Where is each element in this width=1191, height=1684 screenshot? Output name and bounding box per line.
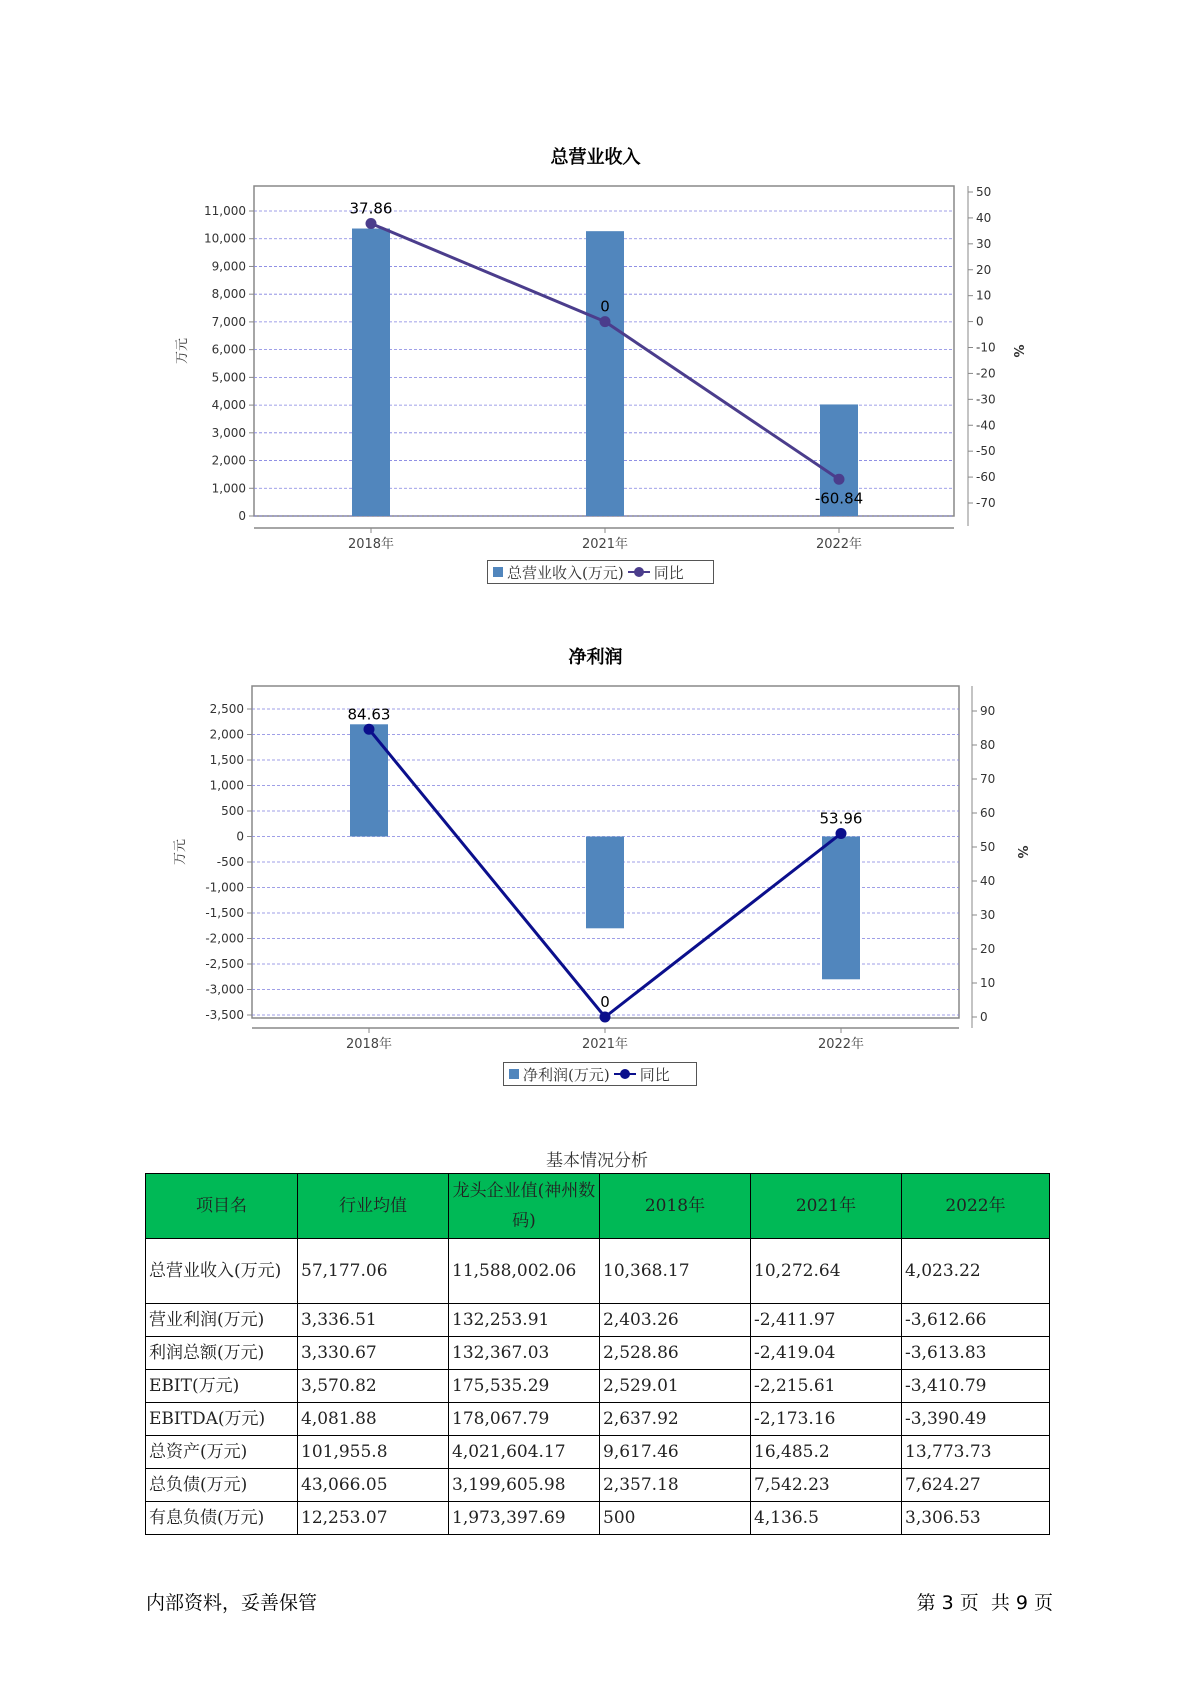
y2-tick-label: 40 (980, 874, 996, 888)
table-cell: 3,570.82 (298, 1370, 449, 1403)
row-label-cell: 营业利润(万元) (146, 1304, 298, 1337)
y-tick-label: 6,000 (211, 342, 246, 357)
table-header-cell: 龙头企业值(神州数码) (449, 1174, 600, 1239)
y2-axis-title: % (1014, 845, 1029, 859)
table-cell: 11,588,002.06 (449, 1239, 600, 1304)
table-cell: 43,066.05 (298, 1469, 449, 1502)
y-tick-label: 11,000 (204, 204, 246, 218)
y2-tick-label: 20 (976, 262, 992, 277)
row-label-cell: EBIT(万元) (146, 1370, 298, 1403)
y-tick-label: -2,500 (205, 957, 244, 971)
table-cell: 3,330.67 (298, 1337, 449, 1370)
basic-analysis-table (145, 1173, 1050, 1535)
yoy-point (836, 828, 847, 839)
legend-line-label: 同比 (653, 563, 684, 582)
row-label-cell: EBITDA(万元) (146, 1403, 298, 1436)
y-tick-label: 4,000 (211, 398, 246, 413)
table-row (146, 1502, 1050, 1535)
y-tick-label: 1,000 (209, 778, 244, 793)
table-row (146, 1304, 1050, 1337)
table-cell: 57,177.06 (298, 1239, 449, 1304)
table-header-cell: 2021年 (751, 1174, 902, 1239)
table-caption: 基本情况分析 (546, 1151, 648, 1171)
table-cell: 1,973,397.69 (449, 1502, 600, 1535)
table-row (146, 1436, 1050, 1469)
yoy-point (364, 724, 375, 735)
table-row (146, 1239, 1050, 1304)
y2-tick-label: -30 (976, 392, 996, 407)
y2-tick-label: 50 (980, 840, 996, 854)
table-cell: 13,773.73 (902, 1436, 1050, 1469)
y2-tick-label: 90 (980, 704, 996, 718)
legend-bar-label: 净利润(万元) (523, 1065, 610, 1084)
table-cell: 4,136.5 (751, 1502, 902, 1535)
yoy-point (600, 1012, 611, 1023)
x-tick-label: 2021年 (581, 1037, 629, 1052)
table-row (146, 1370, 1050, 1403)
data-label: 0 (600, 993, 610, 1011)
table-cell: 12,253.07 (298, 1502, 449, 1535)
y-tick-label: 500 (221, 804, 244, 818)
y2-tick-label: -10 (976, 340, 996, 355)
table-cell: 2,403.26 (600, 1304, 751, 1337)
y-tick-label: -3,500 (205, 1008, 244, 1022)
table-cell: 3,336.51 (298, 1304, 449, 1337)
data-label: 0 (600, 297, 610, 316)
table-cell: 4,081.88 (298, 1403, 449, 1436)
net-profit-chart-legend (503, 1062, 697, 1086)
x-tick-label: 2018年 (345, 1037, 393, 1052)
row-label-cell: 总负债(万元) (146, 1469, 298, 1502)
table-cell: 4,021,604.17 (449, 1436, 600, 1469)
y-tick-label: 8,000 (211, 287, 246, 302)
y-tick-label: -2,000 (205, 931, 244, 946)
bar (822, 837, 860, 980)
y-tick-label: 2,500 (209, 702, 244, 716)
bar-legend-swatch (509, 1069, 519, 1079)
table-header-cell: 项目名 (146, 1174, 298, 1239)
y2-tick-label: 0 (976, 314, 984, 329)
y2-axis-title: % (1010, 344, 1025, 358)
y2-tick-label: 10 (980, 976, 996, 990)
table-header-cell: 2018年 (600, 1174, 751, 1239)
y-tick-label: 0 (238, 509, 246, 523)
legend-bar-label: 总营业收入(万元) (507, 563, 624, 582)
table-cell: 2,529.01 (600, 1370, 751, 1403)
table-cell: 9,617.46 (600, 1436, 751, 1469)
table-header-cell: 行业均值 (298, 1174, 449, 1239)
table-cell: -2,173.16 (751, 1403, 902, 1436)
table-row (146, 1469, 1050, 1502)
table-cell: -2,419.04 (751, 1337, 902, 1370)
x-tick-label: 2018年 (347, 537, 395, 552)
y2-tick-label: -20 (976, 366, 996, 381)
table-cell: 132,367.03 (449, 1337, 600, 1370)
y-tick-label: -1,000 (205, 880, 244, 895)
table-cell: -2,215.61 (751, 1370, 902, 1403)
table-cell: 2,637.92 (600, 1403, 751, 1436)
x-tick-label: 2022年 (817, 1037, 865, 1052)
y2-tick-label: 80 (980, 738, 996, 752)
y-tick-label: 3,000 (211, 425, 246, 440)
y-axis-title: 万元 (173, 838, 188, 866)
y2-tick-label: 30 (976, 236, 992, 251)
bar (586, 837, 624, 929)
legend-line-label: 同比 (639, 1065, 670, 1084)
row-label-cell: 利润总额(万元) (146, 1337, 298, 1370)
y-tick-label: -500 (216, 855, 244, 869)
table-cell: 16,485.2 (751, 1436, 902, 1469)
table-header-cell: 2022年 (902, 1174, 1050, 1239)
y-tick-label: 7,000 (211, 314, 246, 329)
table-cell: 101,955.8 (298, 1436, 449, 1469)
y-tick-label: -1,500 (205, 906, 244, 920)
y2-tick-label: 30 (980, 908, 996, 922)
table-row (146, 1337, 1050, 1370)
y-tick-label: 1,500 (209, 753, 244, 767)
table-cell: 500 (600, 1502, 751, 1535)
data-label: 84.63 (347, 705, 391, 724)
row-label-cell: 有息负债(万元) (146, 1502, 298, 1535)
table-cell: 2,528.86 (600, 1337, 751, 1370)
y-tick-label: 2,000 (211, 453, 246, 468)
table-cell: 3,199,605.98 (449, 1469, 600, 1502)
data-label: 37.86 (349, 199, 393, 218)
y2-tick-label: -50 (976, 444, 996, 459)
y2-tick-label: 60 (980, 806, 996, 820)
y2-tick-label: 10 (976, 288, 992, 303)
table-cell: 178,067.79 (449, 1403, 600, 1436)
footer-page-number: 第 3 页 共 9 页 (916, 1592, 1053, 1614)
y2-tick-label: 20 (980, 942, 996, 956)
y-axis-title: 万元 (175, 337, 190, 365)
y-tick-label: 5,000 (211, 370, 246, 385)
y2-tick-label: 50 (976, 185, 992, 199)
row-label-cell: 总营业收入(万元) (146, 1239, 298, 1304)
table-cell: -3,612.66 (902, 1304, 1050, 1337)
table-cell: -3,613.83 (902, 1337, 1050, 1370)
table-cell: 132,253.91 (449, 1304, 600, 1337)
y2-tick-label: -70 (976, 496, 996, 510)
table-cell: 7,624.27 (902, 1469, 1050, 1502)
chart-title-revenue: 总营业收入 (550, 147, 641, 168)
table-cell: 10,272.64 (751, 1239, 902, 1304)
x-tick-label: 2022年 (815, 537, 863, 552)
line-legend-swatch (614, 1068, 636, 1080)
table-cell: -3,390.49 (902, 1403, 1050, 1436)
y-tick-label: 0 (236, 829, 244, 844)
row-label-cell: 总资产(万元) (146, 1436, 298, 1469)
y-tick-label: 9,000 (211, 259, 246, 274)
table-cell: 10,368.17 (600, 1239, 751, 1304)
table-cell: 7,542.23 (751, 1469, 902, 1502)
table-cell: 4,023.22 (902, 1239, 1050, 1304)
table-header-row (146, 1174, 1050, 1239)
bar (350, 724, 388, 836)
y2-tick-label: -60 (976, 470, 996, 485)
table-cell: 2,357.18 (600, 1469, 751, 1502)
chart-title-net-profit: 净利润 (568, 647, 623, 668)
y2-tick-label: 70 (980, 772, 996, 786)
x-tick-label: 2021年 (581, 537, 629, 552)
table-cell: 3,306.53 (902, 1502, 1050, 1535)
footer-confidential-note: 内部资料，妥善保管 (146, 1592, 318, 1614)
y-tick-label: 10,000 (204, 231, 246, 246)
y-tick-label: -3,000 (205, 982, 244, 997)
y2-tick-label: -40 (976, 418, 996, 433)
y2-tick-label: 0 (980, 1010, 988, 1024)
y-tick-label: 1,000 (211, 481, 246, 496)
table-row (146, 1403, 1050, 1436)
table-cell: 175,535.29 (449, 1370, 600, 1403)
data-label: -60.84 (814, 489, 864, 508)
table-cell: -3,410.79 (902, 1370, 1050, 1403)
table-cell: -2,411.97 (751, 1304, 902, 1337)
y2-tick-label: 40 (976, 210, 992, 225)
data-label: 53.96 (819, 809, 863, 828)
y-tick-label: 2,000 (209, 727, 244, 742)
